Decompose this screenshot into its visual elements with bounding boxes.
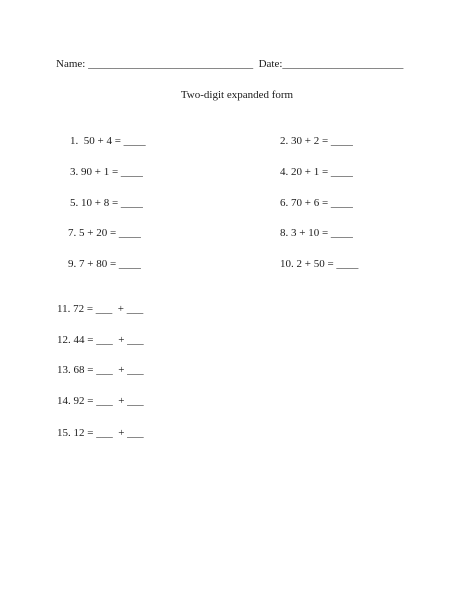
problem-8: 8. 3 + 10 = ____ <box>280 227 353 239</box>
problem-14: 14. 92 = ___ + ___ <box>57 395 144 407</box>
problem-7: 7. 5 + 20 = ____ <box>68 227 141 239</box>
problem-13: 13. 68 = ___ + ___ <box>57 364 144 376</box>
problem-2: 2. 30 + 2 = ____ <box>280 135 353 147</box>
problem-5: 5. 10 + 8 = ____ <box>70 197 143 209</box>
problem-1: 1. 50 + 4 = ____ <box>70 135 146 147</box>
name-date-line: Name: ______________________________ Date:______________________ <box>56 58 404 70</box>
problem-10: 10. 2 + 50 = ____ <box>280 258 359 270</box>
problem-6: 6. 70 + 6 = ____ <box>280 197 353 209</box>
problem-11: 11. 72 = ___ + ___ <box>57 303 144 315</box>
problem-9: 9. 7 + 80 = ____ <box>68 258 141 270</box>
problem-4: 4. 20 + 1 = ____ <box>280 166 353 178</box>
problem-12: 12. 44 = ___ + ___ <box>57 334 144 346</box>
worksheet-title: Two-digit expanded form <box>180 89 294 101</box>
problem-15: 15. 12 = ___ + ___ <box>57 427 144 439</box>
problem-3: 3. 90 + 1 = ____ <box>70 166 143 178</box>
